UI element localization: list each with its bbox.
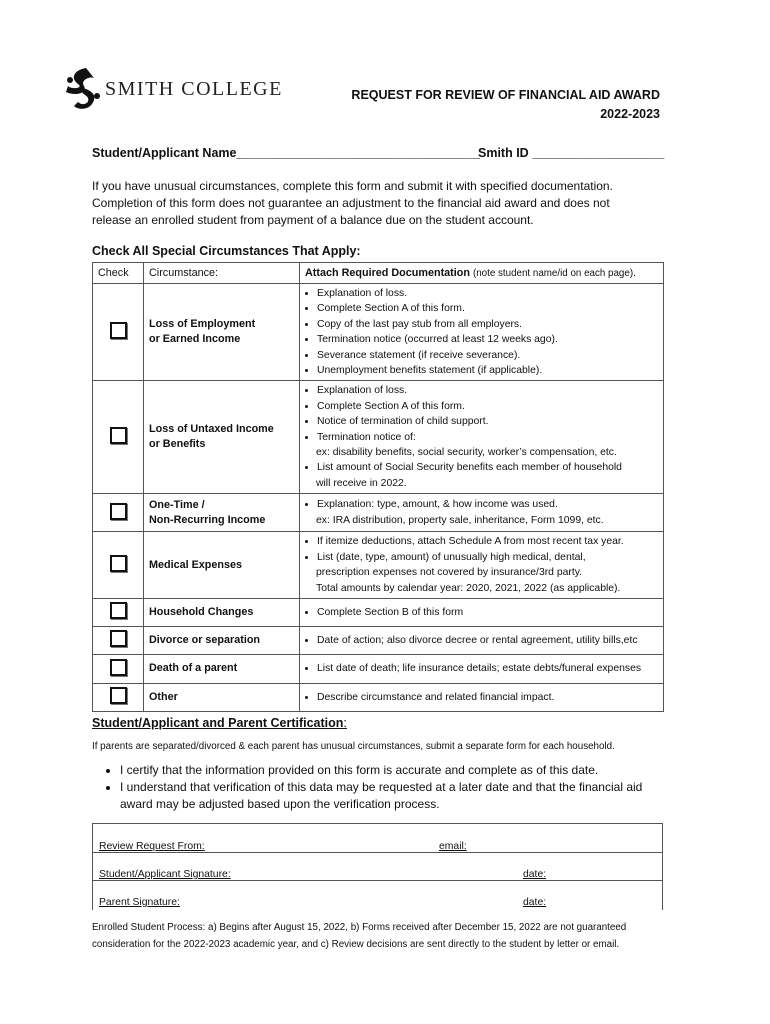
doc-item: • If itemize deductions, attach Schedule A from most recent tax year. xyxy=(317,534,659,549)
logo-text: SMITH COLLEGE xyxy=(105,78,283,100)
documentation-cell xyxy=(300,683,664,711)
doc-item: • Complete Section A of this form. xyxy=(317,301,659,316)
certification-note: If parents are separated/divorced & each parent has unusual circumstances, submit a separate form for each household. xyxy=(92,741,615,752)
death-of-parent-checkbox[interactable] xyxy=(110,659,127,676)
documentation-cell xyxy=(300,284,664,381)
table-row xyxy=(93,598,664,626)
other-checkbox[interactable] xyxy=(110,687,127,704)
table-row xyxy=(93,532,664,599)
certification-list xyxy=(96,762,666,813)
doc-item: • Termination notice (occurred at least 12 weeks ago). xyxy=(317,332,659,347)
doc-item: • List (date, type, amount) of unusually high medical, dental, xyxy=(317,550,659,565)
intro-line: release an enrolled student from payment of a balance due on the student account. xyxy=(92,213,534,227)
footer-line: consideration for the 2022-2023 academic year, and c) Review decisions are sent directly to the student by letter or email. xyxy=(92,939,620,950)
documentation-cell xyxy=(300,532,664,599)
doc-item: • Severance statement (if receive severance). xyxy=(317,348,659,363)
one-time-income-checkbox[interactable] xyxy=(110,503,127,520)
parent-signature-field[interactable]: Parent Signature: xyxy=(99,897,180,908)
table-row xyxy=(93,654,664,683)
documentation-cell xyxy=(300,654,664,683)
divider xyxy=(93,880,662,881)
divider xyxy=(93,852,662,853)
checkbox-cell xyxy=(93,683,144,711)
certification-item-text: I understand that verification of this data may be requested at a later date and that the financial aid xyxy=(120,780,643,794)
documentation-cell xyxy=(300,381,664,494)
col-docs-note: (note student name/id on each page). xyxy=(472,268,636,279)
table-row xyxy=(93,284,664,381)
checkbox-cell xyxy=(93,494,144,532)
review-request-from-field[interactable]: Review Request From: xyxy=(99,841,205,852)
doc-subitem: Total amounts by calendar year: 2020, 2021, 2022 (as applicable). xyxy=(316,582,621,594)
col-check-header: Check xyxy=(93,263,144,284)
circumstance-name xyxy=(144,284,300,381)
doc-item: • Complete Section A of this form. xyxy=(317,399,659,414)
smith-college-logo xyxy=(64,66,284,116)
form-title-line1: REQUEST FOR REVIEW OF FINANCIAL AID AWARD xyxy=(351,88,660,102)
doc-item: • List amount of Social Security benefits each member of household xyxy=(317,460,659,475)
medical-expenses-checkbox[interactable] xyxy=(110,555,127,572)
circumstances-table xyxy=(92,262,664,712)
doc-subitem: ex: IRA distribution, property sale, inheritance, Form 1099, etc. xyxy=(316,514,604,526)
student-name-field[interactable] xyxy=(92,146,480,160)
doc-subitem: prescription expenses not covered by insurance/3rd party. xyxy=(316,567,583,579)
circumstance-label: One-Time / xyxy=(149,498,205,511)
doc-item: • Notice of termination of child support. xyxy=(317,414,659,429)
circumstance-label: Medical Expenses xyxy=(149,558,243,571)
certification-heading xyxy=(92,716,347,730)
doc-item: • Complete Section B of this form xyxy=(317,605,659,620)
smith-college-seal-icon xyxy=(64,66,102,112)
checkbox-cell xyxy=(93,532,144,599)
smith-id-field[interactable] xyxy=(478,146,664,160)
documentation-cell xyxy=(300,626,664,654)
student-name-label: Student/Applicant Name xyxy=(92,146,237,160)
col-docs-header xyxy=(300,263,664,284)
doc-item: • List date of death; life insurance details; estate debts/funeral expenses xyxy=(317,661,659,676)
col-docs-title: Attach Required Documentation xyxy=(305,267,470,279)
doc-item: • Copy of the last pay stub from all employers. xyxy=(317,317,659,332)
certification-item xyxy=(120,779,666,813)
certification-item-text: award may be adjusted based upon the verification process. xyxy=(120,797,440,811)
doc-item: • Explanation of loss. xyxy=(317,286,659,301)
circumstance-label: or Earned Income xyxy=(149,333,241,346)
doc-subitem: will receive in 2022. xyxy=(316,477,407,489)
table-row xyxy=(93,683,664,711)
doc-subitem: ex: disability benefits, social security, worker’s compensation, etc. xyxy=(316,447,617,459)
circumstance-label: Non-Recurring Income xyxy=(149,513,266,526)
doc-item: • Unemployment benefits statement (if applicable). xyxy=(317,363,659,378)
doc-item: • Describe circumstance and related financial impact. xyxy=(317,690,659,705)
checkbox-cell xyxy=(93,626,144,654)
circumstance-name: Divorce or separation xyxy=(144,626,300,654)
doc-item: • Explanation: type, amount, & how income was used. xyxy=(317,497,659,512)
parent-date-field[interactable]: date: xyxy=(523,897,547,908)
circumstance-name: Other xyxy=(144,683,300,711)
form-title xyxy=(351,86,660,124)
circumstance-label: Loss of Employment xyxy=(149,318,256,331)
circumstance-name xyxy=(144,381,300,494)
household-changes-checkbox[interactable] xyxy=(110,602,127,619)
table-row xyxy=(93,381,664,494)
circumstance-name xyxy=(144,532,300,599)
divorce-separation-checkbox[interactable] xyxy=(110,630,127,647)
student-date-field[interactable]: date: xyxy=(523,869,547,880)
enrolled-student-process-note xyxy=(92,919,672,953)
circumstance-name: Death of a parent xyxy=(144,654,300,683)
documentation-cell xyxy=(300,598,664,626)
circumstance-name xyxy=(144,494,300,532)
circumstance-label: Loss of Untaxed Income xyxy=(149,423,274,436)
circumstances-heading: Check All Special Circumstances That Apply: xyxy=(92,244,361,258)
doc-item: • Termination notice of: xyxy=(317,430,659,445)
intro-paragraph xyxy=(92,178,652,229)
circumstance-label: or Benefits xyxy=(149,438,206,451)
table-row xyxy=(93,626,664,654)
table-header-row xyxy=(93,263,664,284)
student-name-blank[interactable]: ___________________________________ xyxy=(236,146,480,160)
doc-item: • Date of action; also divorce decree or rental agreement, utility bills,etc xyxy=(317,633,659,648)
documentation-cell xyxy=(300,494,664,532)
certification-heading-text: Student/Applicant and Parent Certification xyxy=(92,716,344,730)
certification-heading-colon: : xyxy=(343,716,347,730)
doc-item: • Explanation of loss. xyxy=(317,383,659,398)
checkbox-cell xyxy=(93,381,144,494)
loss-of-employment-checkbox[interactable] xyxy=(110,322,127,339)
smith-id-label: Smith ID xyxy=(478,146,529,160)
student-signature-field[interactable]: Student/Applicant Signature: xyxy=(99,869,231,880)
checkbox-cell xyxy=(93,654,144,683)
checkbox-cell xyxy=(93,598,144,626)
table-row xyxy=(93,494,664,532)
certification-item: • I certify that the information provided on this form is accurate and complete as of this date. xyxy=(120,762,666,779)
circumstance-name: Household Changes xyxy=(144,598,300,626)
footer-line: Enrolled Student Process: a) Begins after August 15, 2022, b) Forms received after December 15, 2022 are not guaranteed xyxy=(92,922,627,933)
intro-line: If you have unusual circumstances, complete this form and submit it with specified documentation. xyxy=(92,179,613,193)
col-circumstance-header: Circumstance: xyxy=(144,263,300,284)
intro-line: Completion of this form does not guarantee an adjustment to the financial aid award and does not xyxy=(92,196,610,210)
checkbox-cell xyxy=(93,284,144,381)
loss-of-untaxed-income-checkbox[interactable] xyxy=(110,427,127,444)
form-title-year: 2022-2023 xyxy=(600,107,660,121)
smith-id-blank[interactable]: ___________________ xyxy=(532,146,665,160)
email-field[interactable]: email: xyxy=(439,841,467,852)
signature-box xyxy=(92,823,663,910)
